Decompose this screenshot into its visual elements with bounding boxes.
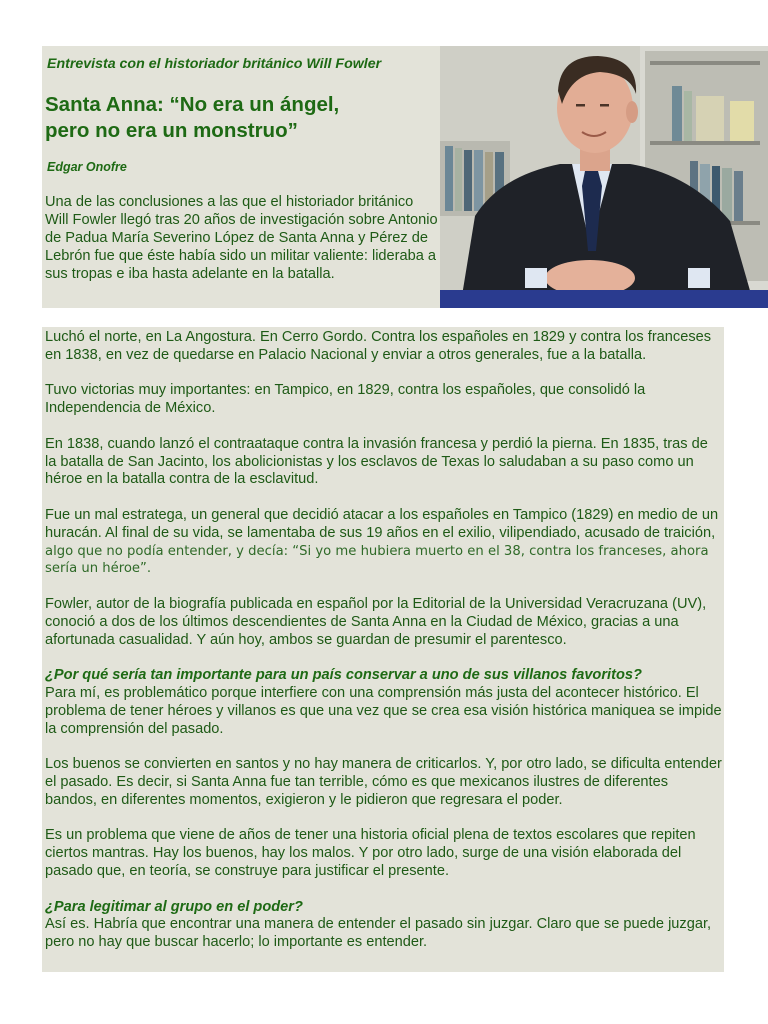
article-body-panel (42, 327, 724, 972)
portrait-photo-icon (440, 46, 768, 308)
body-paragraph-quote: algo que no podía entender, y decía: “Si yo me hubiera muerto en el 38, contra los franceses, ahora sería un héroe”. (45, 543, 709, 577)
body-paragraph: Es un problema que viene de años de tener una historia oficial plena de textos escolares que repiten ciertos mantras. Hay los buenos, hay los malos. Y por otro lado, surge de una visión elaborada del pasado que, en teoría, se construye para justificar el presente. (45, 827, 696, 879)
body-paragraph (45, 507, 722, 578)
interview-answer: Para mí, es problemático porque interfiere con una comprensión más justa del acontecer histórico. El problema de tener héroes y villanos es que una vez que se crea esa visión histórica maniquea se impide la comprensión del pasado. (45, 684, 722, 737)
body-paragraph-part: Fue un mal estratega, un general que decidió atacar a los españoles en Tampico (1829) en medio de un huracán. Al final de su vida, se lamentaba de sus 19 años en el exilio, vilipendiado, acusado de traición, (45, 506, 719, 541)
article-headline: Santa Anna: “No era un ángel, pero no era un monstruo” (45, 93, 340, 142)
article-byline: Edgar Onofre (47, 160, 127, 174)
body-paragraph: Tuvo victorias muy importantes: en Tampico, en 1829, contra los españoles, que consolidó la Independencia de México. (45, 382, 646, 417)
body-paragraph: En 1838, cuando lanzó el contraataque contra la invasión francesa y perdió la pierna. En 1835, tras de la batalla de San Jacinto, los abolicionistas y los esclavos de Texas lo saludaban a su paso como un héroe en la batalla contra de la esclavitud. (45, 435, 708, 488)
body-paragraph: Fowler, autor de la biografía publicada en español por la Editorial de la Universidad Veracruzana (UV), conoció a dos de los últimos descendientes de Santa Anna en la Ciudad de México, gracias a una afortunada casualidad. Y aún hoy, ambos se guardan de presumir el parentesco. (45, 595, 707, 648)
header-panel (42, 46, 440, 308)
body-paragraph: Luchó el norte, en La Angostura. En Cerro Gordo. Contra los españoles en 1829 y contra los franceses en 1838, en vez de quedarse en Palacio Nacional y enviar a otros generales, fue a la batalla. (45, 329, 712, 363)
article-kicker: Entrevista con el historiador británico Will Fowler (47, 56, 382, 72)
interview-answer: Así es. Habría que encontrar una manera de entender el pasado sin juzgar. Claro que se puede juzgar, pero no hay que buscar hacerlo; lo importante es entender. (45, 916, 712, 951)
interview-question: ¿Por qué sería tan importante para un país conservar a uno de sus villanos favoritos? (45, 667, 642, 684)
body-paragraph: Los buenos se convierten en santos y no hay manera de criticarlos. Y, por otro lado, se dificulta entender el pasado. Es decir, si Santa Anna fue tan terrible, cómo es que mexicanos ilustres de diferentes bandos, en diferentes momentos, exigieron y le pidieron que regresara el poder. (45, 756, 722, 808)
article-lead: Una de las conclusiones a las que el historiador británico Will Fowler llegó tras 20 años de investigación sobre Antonio de Padua María Severino López de Santa Anna y Pérez de Lebrón fue que éste había sido un militar valiente: lideraba a sus tropas e iba hasta adelante en la batalla. (45, 194, 438, 282)
interview-question: ¿Para legitimar al grupo en el poder? (45, 898, 303, 915)
article-body (45, 329, 722, 952)
